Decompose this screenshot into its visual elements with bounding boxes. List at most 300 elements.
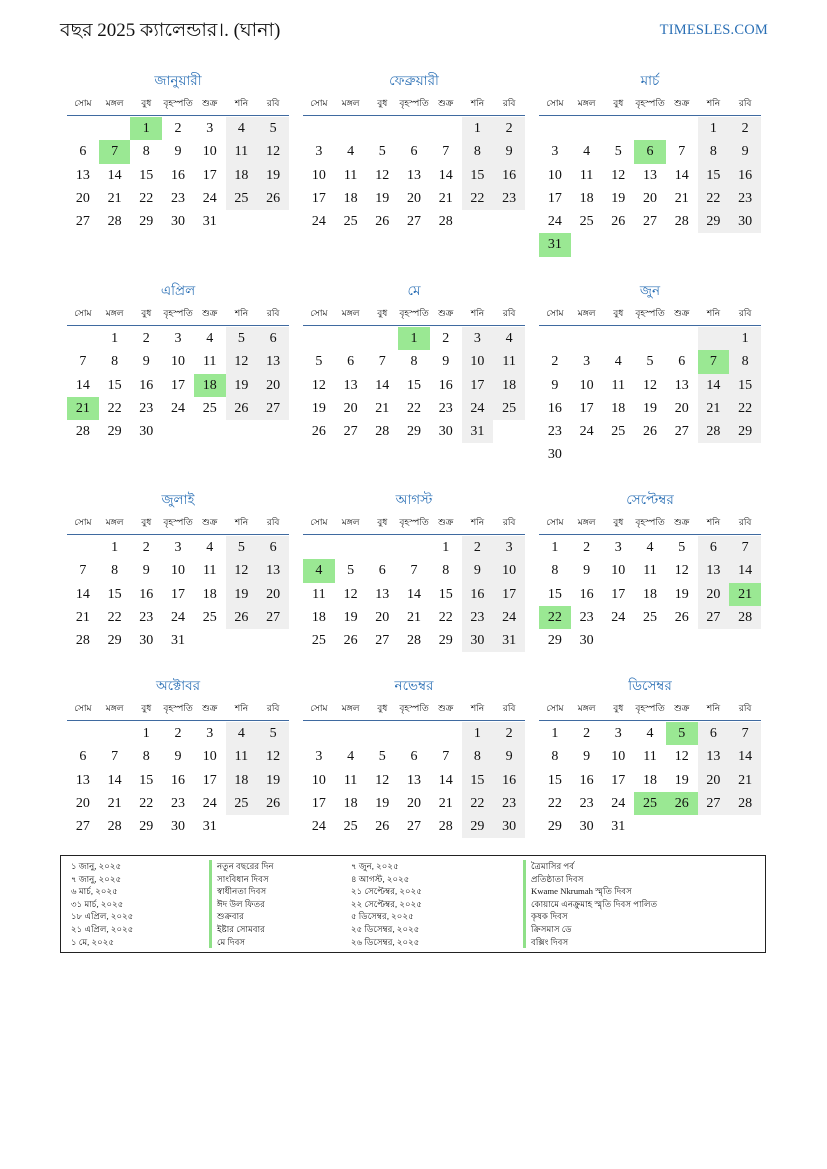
day-cell[interactable]: 13 bbox=[406, 167, 421, 183]
day-cell[interactable]: 23 bbox=[729, 187, 761, 210]
day-cell[interactable]: 22 bbox=[107, 400, 122, 416]
day-cell[interactable]: 18 bbox=[579, 190, 594, 206]
day-cell[interactable]: 28 bbox=[107, 214, 122, 230]
day-cell[interactable]: 27 bbox=[257, 397, 289, 420]
day-cell[interactable]: 25 bbox=[493, 397, 525, 420]
day-cell[interactable]: 15 bbox=[107, 586, 122, 602]
day-cell[interactable]: 4 bbox=[646, 540, 654, 555]
day-cell[interactable]: 23 bbox=[170, 190, 185, 206]
day-cell[interactable]: 15 bbox=[547, 586, 562, 602]
day-cell[interactable]: 4 bbox=[493, 327, 525, 350]
day-cell[interactable]: 20 bbox=[375, 609, 390, 625]
day-cell[interactable]: 17 bbox=[611, 772, 626, 788]
day-cell[interactable]: 28 bbox=[729, 792, 761, 815]
day-cell[interactable]: 6 bbox=[79, 749, 87, 765]
day-cell[interactable]: 1 bbox=[551, 726, 559, 741]
day-cell[interactable]: 23 bbox=[493, 187, 525, 210]
day-cell[interactable]: 19 bbox=[642, 400, 657, 416]
day-cell[interactable]: 10 bbox=[611, 563, 626, 579]
day-cell[interactable]: 24 bbox=[170, 400, 185, 416]
day-cell[interactable]: 14 bbox=[375, 377, 390, 393]
day-cell[interactable]: 10 bbox=[462, 350, 494, 373]
day-cell[interactable]: 29 bbox=[139, 819, 154, 835]
day-cell[interactable]: 3 bbox=[315, 749, 323, 765]
day-cell[interactable]: 30 bbox=[139, 424, 154, 440]
day-cell[interactable]: 26 bbox=[375, 214, 390, 230]
day-cell[interactable]: 11 bbox=[226, 745, 258, 768]
day-cell[interactable]: 21 bbox=[406, 609, 421, 625]
holiday-day-cell[interactable]: 7 bbox=[99, 140, 131, 163]
day-cell[interactable]: 7 bbox=[111, 749, 119, 765]
day-cell[interactable]: 12 bbox=[226, 559, 258, 582]
day-cell[interactable]: 3 bbox=[614, 726, 622, 741]
day-cell[interactable]: 23 bbox=[547, 424, 562, 440]
day-cell[interactable]: 20 bbox=[406, 190, 421, 206]
day-cell[interactable]: 21 bbox=[75, 609, 90, 625]
day-cell[interactable]: 11 bbox=[343, 772, 358, 788]
day-cell[interactable]: 26 bbox=[226, 606, 258, 629]
day-cell[interactable]: 31 bbox=[170, 633, 185, 649]
day-cell[interactable]: 2 bbox=[551, 354, 559, 370]
day-cell[interactable]: 10 bbox=[493, 559, 525, 582]
day-cell[interactable]: 17 bbox=[202, 167, 217, 183]
day-cell[interactable]: 2 bbox=[583, 726, 591, 741]
day-cell[interactable]: 26 bbox=[674, 609, 689, 625]
day-cell[interactable]: 6 bbox=[347, 354, 355, 370]
day-cell[interactable]: 24 bbox=[547, 214, 562, 230]
day-cell[interactable]: 6 bbox=[257, 536, 289, 559]
day-cell[interactable]: 28 bbox=[107, 819, 122, 835]
day-cell[interactable]: 16 bbox=[139, 377, 154, 393]
day-cell[interactable]: 31 bbox=[462, 420, 494, 443]
day-cell[interactable]: 29 bbox=[462, 815, 494, 838]
day-cell[interactable]: 31 bbox=[202, 819, 217, 835]
day-cell[interactable]: 8 bbox=[111, 354, 119, 370]
day-cell[interactable]: 28 bbox=[406, 633, 421, 649]
day-cell[interactable]: 18 bbox=[642, 586, 657, 602]
holiday-day-cell[interactable]: 25 bbox=[634, 792, 666, 815]
day-cell[interactable]: 10 bbox=[202, 144, 217, 160]
day-cell[interactable]: 24 bbox=[579, 424, 594, 440]
day-cell[interactable]: 24 bbox=[311, 214, 326, 230]
day-cell[interactable]: 13 bbox=[75, 772, 90, 788]
day-cell[interactable]: 29 bbox=[698, 210, 730, 233]
day-cell[interactable]: 5 bbox=[347, 563, 355, 579]
day-cell[interactable]: 22 bbox=[462, 187, 494, 210]
holiday-day-cell[interactable]: 4 bbox=[303, 559, 335, 582]
day-cell[interactable]: 9 bbox=[174, 144, 182, 160]
day-cell[interactable]: 22 bbox=[139, 795, 154, 811]
day-cell[interactable]: 2 bbox=[583, 540, 591, 555]
day-cell[interactable]: 18 bbox=[493, 374, 525, 397]
day-cell[interactable]: 27 bbox=[406, 214, 421, 230]
day-cell[interactable]: 5 bbox=[226, 536, 258, 559]
day-cell[interactable]: 21 bbox=[107, 795, 122, 811]
day-cell[interactable]: 27 bbox=[75, 214, 90, 230]
day-cell[interactable]: 9 bbox=[462, 559, 494, 582]
day-cell[interactable]: 19 bbox=[226, 374, 258, 397]
day-cell[interactable]: 8 bbox=[111, 563, 119, 579]
day-cell[interactable]: 16 bbox=[579, 772, 594, 788]
day-cell[interactable]: 18 bbox=[611, 400, 626, 416]
day-cell[interactable]: 24 bbox=[493, 606, 525, 629]
day-cell[interactable]: 16 bbox=[170, 167, 185, 183]
day-cell[interactable]: 10 bbox=[170, 354, 185, 370]
day-cell[interactable]: 11 bbox=[493, 350, 525, 373]
day-cell[interactable]: 19 bbox=[674, 772, 689, 788]
day-cell[interactable]: 14 bbox=[438, 167, 453, 183]
day-cell[interactable]: 9 bbox=[729, 140, 761, 163]
day-cell[interactable]: 5 bbox=[378, 144, 386, 160]
day-cell[interactable]: 23 bbox=[139, 400, 154, 416]
day-cell[interactable]: 17 bbox=[462, 374, 494, 397]
day-cell[interactable]: 1 bbox=[729, 327, 761, 350]
day-cell[interactable]: 30 bbox=[579, 633, 594, 649]
day-cell[interactable]: 23 bbox=[579, 609, 594, 625]
day-cell[interactable]: 25 bbox=[311, 633, 326, 649]
day-cell[interactable]: 2 bbox=[142, 540, 150, 555]
holiday-day-cell[interactable]: 6 bbox=[634, 140, 666, 163]
day-cell[interactable]: 30 bbox=[170, 214, 185, 230]
day-cell[interactable]: 19 bbox=[311, 400, 326, 416]
day-cell[interactable]: 2 bbox=[142, 331, 150, 346]
day-cell[interactable]: 15 bbox=[698, 164, 730, 187]
day-cell[interactable]: 28 bbox=[674, 214, 689, 230]
day-cell[interactable]: 22 bbox=[462, 792, 494, 815]
day-cell[interactable]: 27 bbox=[257, 606, 289, 629]
day-cell[interactable]: 9 bbox=[551, 377, 559, 393]
day-cell[interactable]: 8 bbox=[551, 563, 559, 579]
day-cell[interactable]: 29 bbox=[547, 819, 562, 835]
day-cell[interactable]: 2 bbox=[174, 726, 182, 741]
day-cell[interactable]: 24 bbox=[170, 609, 185, 625]
day-cell[interactable]: 30 bbox=[438, 424, 453, 440]
day-cell[interactable]: 11 bbox=[202, 563, 217, 579]
day-cell[interactable]: 24 bbox=[202, 190, 217, 206]
day-cell[interactable]: 28 bbox=[75, 633, 90, 649]
day-cell[interactable]: 2 bbox=[174, 121, 182, 136]
day-cell[interactable]: 6 bbox=[257, 327, 289, 350]
day-cell[interactable]: 25 bbox=[642, 609, 657, 625]
day-cell[interactable]: 19 bbox=[257, 164, 289, 187]
day-cell[interactable]: 23 bbox=[438, 400, 453, 416]
day-cell[interactable]: 18 bbox=[202, 586, 217, 602]
day-cell[interactable]: 27 bbox=[698, 606, 730, 629]
day-cell[interactable]: 3 bbox=[614, 540, 622, 555]
day-cell[interactable]: 13 bbox=[674, 377, 689, 393]
day-cell[interactable]: 8 bbox=[442, 563, 450, 579]
day-cell[interactable]: 3 bbox=[493, 536, 525, 559]
day-cell[interactable]: 30 bbox=[579, 819, 594, 835]
day-cell[interactable]: 19 bbox=[375, 795, 390, 811]
day-cell[interactable]: 15 bbox=[139, 772, 154, 788]
day-cell[interactable]: 28 bbox=[438, 214, 453, 230]
day-cell[interactable]: 28 bbox=[698, 420, 730, 443]
day-cell[interactable]: 25 bbox=[343, 819, 358, 835]
day-cell[interactable]: 11 bbox=[611, 377, 626, 393]
day-cell[interactable]: 21 bbox=[375, 400, 390, 416]
day-cell[interactable]: 1 bbox=[142, 726, 150, 741]
day-cell[interactable]: 8 bbox=[551, 749, 559, 765]
day-cell[interactable]: 22 bbox=[406, 400, 421, 416]
day-cell[interactable]: 26 bbox=[375, 819, 390, 835]
day-cell[interactable]: 27 bbox=[698, 792, 730, 815]
day-cell[interactable]: 15 bbox=[462, 769, 494, 792]
day-cell[interactable]: 9 bbox=[493, 745, 525, 768]
day-cell[interactable]: 23 bbox=[579, 795, 594, 811]
day-cell[interactable]: 22 bbox=[107, 609, 122, 625]
day-cell[interactable]: 28 bbox=[729, 606, 761, 629]
day-cell[interactable]: 13 bbox=[406, 772, 421, 788]
day-cell[interactable]: 25 bbox=[226, 792, 258, 815]
day-cell[interactable]: 4 bbox=[347, 144, 355, 160]
day-cell[interactable]: 13 bbox=[343, 377, 358, 393]
day-cell[interactable]: 4 bbox=[226, 117, 258, 140]
day-cell[interactable]: 8 bbox=[462, 140, 494, 163]
day-cell[interactable]: 29 bbox=[139, 214, 154, 230]
day-cell[interactable]: 30 bbox=[139, 633, 154, 649]
day-cell[interactable]: 30 bbox=[462, 629, 494, 652]
day-cell[interactable]: 7 bbox=[79, 563, 87, 579]
day-cell[interactable]: 3 bbox=[206, 726, 214, 741]
day-cell[interactable]: 7 bbox=[378, 354, 386, 370]
day-cell[interactable]: 14 bbox=[674, 167, 689, 183]
day-cell[interactable]: 1 bbox=[551, 540, 559, 555]
day-cell[interactable]: 16 bbox=[462, 583, 494, 606]
day-cell[interactable]: 1 bbox=[462, 117, 494, 140]
day-cell[interactable]: 12 bbox=[611, 167, 626, 183]
day-cell[interactable]: 28 bbox=[438, 819, 453, 835]
day-cell[interactable]: 14 bbox=[729, 559, 761, 582]
day-cell[interactable]: 20 bbox=[642, 190, 657, 206]
day-cell[interactable]: 22 bbox=[729, 397, 761, 420]
day-cell[interactable]: 10 bbox=[547, 167, 562, 183]
day-cell[interactable]: 5 bbox=[678, 540, 686, 555]
day-cell[interactable]: 2 bbox=[729, 117, 761, 140]
day-cell[interactable]: 15 bbox=[729, 374, 761, 397]
day-cell[interactable]: 17 bbox=[170, 377, 185, 393]
day-cell[interactable]: 20 bbox=[406, 795, 421, 811]
day-cell[interactable]: 27 bbox=[642, 214, 657, 230]
day-cell[interactable]: 14 bbox=[75, 377, 90, 393]
holiday-day-cell[interactable]: 7 bbox=[698, 350, 730, 373]
day-cell[interactable]: 26 bbox=[343, 633, 358, 649]
day-cell[interactable]: 12 bbox=[226, 350, 258, 373]
day-cell[interactable]: 11 bbox=[343, 167, 358, 183]
day-cell[interactable]: 25 bbox=[202, 400, 217, 416]
day-cell[interactable]: 7 bbox=[442, 749, 450, 765]
day-cell[interactable]: 27 bbox=[674, 424, 689, 440]
day-cell[interactable]: 12 bbox=[375, 772, 390, 788]
day-cell[interactable]: 12 bbox=[311, 377, 326, 393]
day-cell[interactable]: 9 bbox=[583, 749, 591, 765]
day-cell[interactable]: 3 bbox=[206, 121, 214, 136]
day-cell[interactable]: 5 bbox=[378, 749, 386, 765]
day-cell[interactable]: 14 bbox=[75, 586, 90, 602]
day-cell[interactable]: 5 bbox=[646, 354, 654, 370]
day-cell[interactable]: 1 bbox=[698, 117, 730, 140]
day-cell[interactable]: 8 bbox=[698, 140, 730, 163]
day-cell[interactable]: 22 bbox=[438, 609, 453, 625]
holiday-day-cell[interactable]: 18 bbox=[194, 374, 226, 397]
day-cell[interactable]: 4 bbox=[347, 749, 355, 765]
day-cell[interactable]: 3 bbox=[315, 144, 323, 160]
day-cell[interactable]: 12 bbox=[257, 140, 289, 163]
day-cell[interactable]: 27 bbox=[375, 633, 390, 649]
day-cell[interactable]: 16 bbox=[579, 586, 594, 602]
day-cell[interactable]: 26 bbox=[311, 424, 326, 440]
day-cell[interactable]: 25 bbox=[611, 424, 626, 440]
day-cell[interactable]: 16 bbox=[139, 586, 154, 602]
day-cell[interactable]: 24 bbox=[202, 795, 217, 811]
day-cell[interactable]: 1 bbox=[462, 722, 494, 745]
day-cell[interactable]: 26 bbox=[257, 187, 289, 210]
day-cell[interactable]: 1 bbox=[442, 540, 450, 555]
day-cell[interactable]: 13 bbox=[375, 586, 390, 602]
day-cell[interactable]: 15 bbox=[438, 586, 453, 602]
day-cell[interactable]: 16 bbox=[493, 769, 525, 792]
day-cell[interactable]: 10 bbox=[170, 563, 185, 579]
day-cell[interactable]: 3 bbox=[583, 354, 591, 370]
holiday-day-cell[interactable]: 1 bbox=[130, 117, 162, 140]
day-cell[interactable]: 23 bbox=[493, 792, 525, 815]
day-cell[interactable]: 15 bbox=[462, 164, 494, 187]
day-cell[interactable]: 6 bbox=[678, 354, 686, 370]
day-cell[interactable]: 12 bbox=[674, 749, 689, 765]
day-cell[interactable]: 25 bbox=[202, 609, 217, 625]
day-cell[interactable]: 7 bbox=[442, 144, 450, 160]
holiday-day-cell[interactable]: 26 bbox=[666, 792, 698, 815]
day-cell[interactable]: 30 bbox=[170, 819, 185, 835]
site-logo-text[interactable]: TIMESLES.COM bbox=[659, 22, 768, 38]
day-cell[interactable]: 3 bbox=[551, 144, 559, 160]
day-cell[interactable]: 18 bbox=[311, 609, 326, 625]
day-cell[interactable]: 2 bbox=[493, 117, 525, 140]
day-cell[interactable]: 11 bbox=[312, 586, 326, 602]
day-cell[interactable]: 1 bbox=[111, 331, 119, 346]
day-cell[interactable]: 9 bbox=[493, 140, 525, 163]
day-cell[interactable]: 9 bbox=[142, 563, 150, 579]
day-cell[interactable]: 21 bbox=[107, 190, 122, 206]
day-cell[interactable]: 19 bbox=[375, 190, 390, 206]
holiday-day-cell[interactable]: 21 bbox=[729, 583, 761, 606]
day-cell[interactable]: 25 bbox=[226, 187, 258, 210]
day-cell[interactable]: 27 bbox=[75, 819, 90, 835]
day-cell[interactable]: 14 bbox=[438, 772, 453, 788]
day-cell[interactable]: 20 bbox=[698, 583, 730, 606]
day-cell[interactable]: 6 bbox=[410, 144, 418, 160]
day-cell[interactable]: 4 bbox=[206, 540, 214, 555]
day-cell[interactable]: 19 bbox=[226, 583, 258, 606]
day-cell[interactable]: 5 bbox=[226, 327, 258, 350]
day-cell[interactable]: 16 bbox=[547, 400, 562, 416]
day-cell[interactable]: 12 bbox=[674, 563, 689, 579]
day-cell[interactable]: 15 bbox=[547, 772, 562, 788]
day-cell[interactable]: 14 bbox=[107, 167, 122, 183]
day-cell[interactable]: 10 bbox=[579, 377, 594, 393]
day-cell[interactable]: 25 bbox=[579, 214, 594, 230]
day-cell[interactable]: 7 bbox=[729, 722, 761, 745]
day-cell[interactable]: 17 bbox=[547, 190, 562, 206]
day-cell[interactable]: 5 bbox=[614, 144, 622, 160]
day-cell[interactable]: 17 bbox=[202, 772, 217, 788]
day-cell[interactable]: 30 bbox=[729, 210, 761, 233]
day-cell[interactable]: 18 bbox=[226, 164, 258, 187]
day-cell[interactable]: 7 bbox=[410, 563, 418, 579]
day-cell[interactable]: 16 bbox=[170, 772, 185, 788]
day-cell[interactable]: 15 bbox=[107, 377, 122, 393]
day-cell[interactable]: 1 bbox=[111, 540, 119, 555]
day-cell[interactable]: 9 bbox=[583, 563, 591, 579]
day-cell[interactable]: 27 bbox=[406, 819, 421, 835]
day-cell[interactable]: 17 bbox=[611, 586, 626, 602]
day-cell[interactable]: 20 bbox=[75, 190, 90, 206]
day-cell[interactable]: 11 bbox=[643, 749, 657, 765]
day-cell[interactable]: 28 bbox=[75, 424, 90, 440]
day-cell[interactable]: 19 bbox=[674, 586, 689, 602]
day-cell[interactable]: 11 bbox=[643, 563, 657, 579]
day-cell[interactable]: 6 bbox=[410, 749, 418, 765]
day-cell[interactable]: 20 bbox=[698, 769, 730, 792]
day-cell[interactable]: 2 bbox=[493, 722, 525, 745]
day-cell[interactable]: 8 bbox=[462, 745, 494, 768]
day-cell[interactable]: 4 bbox=[226, 722, 258, 745]
day-cell[interactable]: 21 bbox=[438, 795, 453, 811]
day-cell[interactable]: 15 bbox=[406, 377, 421, 393]
day-cell[interactable]: 19 bbox=[611, 190, 626, 206]
day-cell[interactable]: 14 bbox=[729, 745, 761, 768]
day-cell[interactable]: 27 bbox=[343, 424, 358, 440]
day-cell[interactable]: 24 bbox=[462, 397, 494, 420]
day-cell[interactable]: 16 bbox=[493, 164, 525, 187]
day-cell[interactable]: 13 bbox=[698, 559, 730, 582]
day-cell[interactable]: 5 bbox=[257, 117, 289, 140]
day-cell[interactable]: 11 bbox=[226, 140, 258, 163]
day-cell[interactable]: 29 bbox=[107, 633, 122, 649]
day-cell[interactable]: 26 bbox=[257, 792, 289, 815]
day-cell[interactable]: 13 bbox=[75, 167, 90, 183]
holiday-day-cell[interactable]: 31 bbox=[539, 233, 571, 256]
day-cell[interactable]: 25 bbox=[343, 214, 358, 230]
day-cell[interactable]: 9 bbox=[174, 749, 182, 765]
day-cell[interactable]: 21 bbox=[698, 397, 730, 420]
day-cell[interactable]: 23 bbox=[170, 795, 185, 811]
day-cell[interactable]: 16 bbox=[729, 164, 761, 187]
day-cell[interactable]: 16 bbox=[438, 377, 453, 393]
day-cell[interactable]: 17 bbox=[311, 190, 326, 206]
day-cell[interactable]: 30 bbox=[493, 815, 525, 838]
day-cell[interactable]: 13 bbox=[698, 745, 730, 768]
day-cell[interactable]: 10 bbox=[202, 749, 217, 765]
day-cell[interactable]: 8 bbox=[729, 350, 761, 373]
day-cell[interactable]: 10 bbox=[311, 772, 326, 788]
day-cell[interactable]: 12 bbox=[642, 377, 657, 393]
day-cell[interactable]: 18 bbox=[226, 769, 258, 792]
day-cell[interactable]: 18 bbox=[343, 190, 358, 206]
day-cell[interactable]: 23 bbox=[139, 609, 154, 625]
day-cell[interactable]: 12 bbox=[257, 745, 289, 768]
day-cell[interactable]: 11 bbox=[579, 167, 594, 183]
day-cell[interactable]: 21 bbox=[729, 769, 761, 792]
day-cell[interactable]: 29 bbox=[729, 420, 761, 443]
day-cell[interactable]: 18 bbox=[343, 795, 358, 811]
day-cell[interactable]: 20 bbox=[75, 795, 90, 811]
day-cell[interactable]: 4 bbox=[646, 726, 654, 741]
day-cell[interactable]: 12 bbox=[343, 586, 358, 602]
day-cell[interactable]: 31 bbox=[202, 214, 217, 230]
day-cell[interactable]: 7 bbox=[678, 144, 686, 160]
day-cell[interactable]: 9 bbox=[142, 354, 150, 370]
